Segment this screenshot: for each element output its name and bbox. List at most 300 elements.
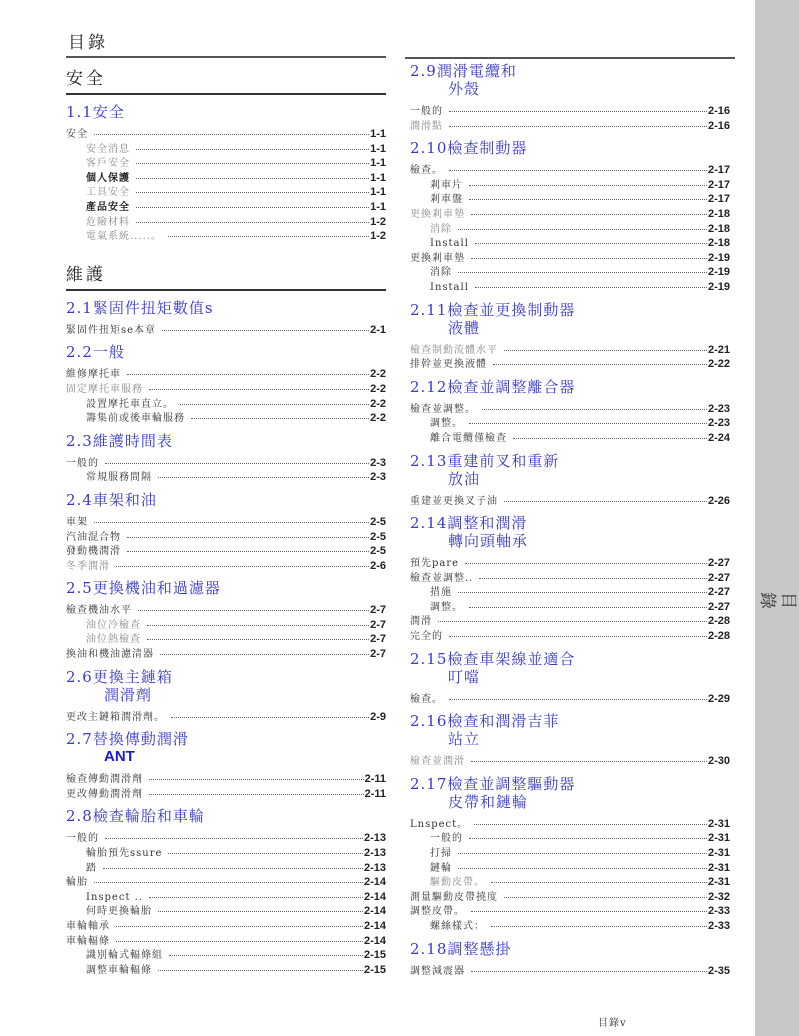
toc-page-number: 2-13 bbox=[363, 861, 386, 874]
toc-page-number: 2-14 bbox=[363, 934, 386, 947]
toc-entry[interactable] bbox=[410, 494, 730, 509]
dot-leader bbox=[465, 562, 707, 564]
section-title-line1: 2.9潤滑電纜和 bbox=[410, 62, 517, 80]
toc-entry[interactable] bbox=[410, 571, 730, 586]
toc-page-number: 2-18 bbox=[707, 222, 730, 235]
section-title-line1: 2.8檢查輪胎和車輪 bbox=[66, 807, 205, 826]
toc-entry[interactable] bbox=[410, 119, 730, 134]
section-title-line1: 2.1緊固件扭矩數值s bbox=[66, 298, 214, 317]
toc-page-number: 2-14 bbox=[363, 876, 386, 889]
toc-entry[interactable] bbox=[66, 948, 386, 963]
dot-leader bbox=[149, 388, 369, 390]
toc-entry-label: 何時更換輪胎 bbox=[86, 906, 152, 918]
section-title-link[interactable] bbox=[410, 712, 730, 748]
section-title-link[interactable] bbox=[66, 432, 386, 450]
dot-leader bbox=[471, 970, 707, 972]
toc-entry[interactable] bbox=[410, 280, 730, 295]
page-title: 目錄 bbox=[68, 33, 108, 53]
dot-leader bbox=[136, 162, 369, 164]
toc-entry-label: 輪胎預先ssure bbox=[86, 848, 163, 860]
section-title-link[interactable] bbox=[66, 730, 386, 766]
dot-leader bbox=[105, 837, 363, 839]
section-title-link[interactable] bbox=[410, 452, 730, 488]
dot-leader bbox=[449, 169, 707, 171]
toc-section bbox=[66, 579, 386, 661]
toc-entry-list bbox=[66, 367, 386, 425]
toc-entry-label: 調整。 bbox=[430, 418, 463, 430]
toc-entry-list bbox=[66, 831, 386, 977]
section-title-link[interactable] bbox=[66, 491, 386, 509]
toc-entry[interactable] bbox=[66, 530, 386, 545]
toc-entry[interactable] bbox=[66, 544, 386, 559]
toc-entry[interactable] bbox=[410, 265, 730, 280]
toc-entry[interactable] bbox=[66, 470, 386, 485]
toc-entry[interactable] bbox=[410, 556, 730, 571]
toc-entry-list bbox=[66, 603, 386, 661]
dot-leader bbox=[116, 925, 363, 927]
toc-page-number: 2-11 bbox=[364, 787, 386, 800]
dot-leader bbox=[479, 577, 707, 579]
toc-entry-label: 一般的 bbox=[410, 106, 443, 117]
toc-page-number: 2-2 bbox=[370, 382, 386, 395]
toc-page-number: 2-17 bbox=[707, 164, 730, 177]
toc-entry-label: 檢查並調整.. bbox=[410, 572, 474, 584]
toc-entry[interactable] bbox=[410, 222, 730, 237]
toc-entry-label: 剎車盤 bbox=[430, 194, 463, 206]
toc-entry[interactable] bbox=[66, 397, 386, 412]
toc-page-number: 2-27 bbox=[707, 586, 730, 599]
toc-entry[interactable] bbox=[66, 710, 386, 725]
toc-page-number: 2-1 bbox=[370, 323, 386, 336]
toc-entry-label: 個人保護 bbox=[86, 172, 130, 184]
toc-entry[interactable] bbox=[66, 200, 386, 215]
toc-entry[interactable] bbox=[66, 831, 386, 846]
toc-entry-label: 鏈輪 bbox=[430, 862, 452, 874]
dot-leader bbox=[493, 363, 707, 365]
section-title-line1: 2.15檢查車架線並適合 bbox=[410, 649, 576, 668]
dot-leader bbox=[116, 565, 369, 567]
major-heading: 安全 bbox=[66, 56, 386, 95]
toc-page-number: 2-5 bbox=[370, 545, 386, 558]
toc-page-number: 1-2 bbox=[370, 230, 386, 243]
dot-leader bbox=[504, 896, 707, 898]
dot-leader bbox=[482, 408, 707, 410]
section-title-line2: 放油 bbox=[448, 469, 481, 488]
toc-entry-label: 潤滑 bbox=[410, 616, 432, 628]
toc-page-number: 1-1 bbox=[370, 157, 386, 170]
dot-leader bbox=[158, 910, 363, 912]
dot-leader bbox=[94, 521, 369, 523]
toc-entry[interactable] bbox=[66, 846, 386, 861]
toc-page-number: 2-7 bbox=[370, 618, 386, 631]
toc-page-number: 2-7 bbox=[370, 648, 386, 661]
toc-entry-label: 籌集前或後車輪服務 bbox=[86, 413, 185, 425]
toc-page-number: 2-18 bbox=[707, 207, 730, 220]
toc-entry[interactable] bbox=[410, 431, 730, 446]
toc-entry-list bbox=[66, 515, 386, 573]
toc-page-number: 2-19 bbox=[707, 251, 730, 264]
dot-leader bbox=[469, 837, 707, 839]
toc-entry-list bbox=[410, 964, 730, 979]
toc-entry[interactable] bbox=[66, 772, 386, 787]
section-title-line1: 2.7替換傳動潤滑 bbox=[66, 730, 189, 749]
section-title-link[interactable] bbox=[410, 301, 730, 337]
toc-entry[interactable] bbox=[66, 919, 386, 934]
toc-entry[interactable] bbox=[66, 185, 386, 200]
dot-leader bbox=[149, 896, 363, 898]
toc-entry[interactable] bbox=[410, 357, 730, 372]
toc-entry-label: 油位冷檢查 bbox=[86, 619, 141, 631]
toc-section bbox=[66, 103, 386, 244]
toc-page-number: 2-30 bbox=[707, 755, 730, 768]
toc-page-number: 2-16 bbox=[707, 105, 730, 117]
toc-entry-label: Lnspect。 bbox=[410, 818, 469, 830]
toc-page-number: 2-3 bbox=[370, 456, 386, 469]
toc-page-number: 2-5 bbox=[370, 530, 386, 543]
toc-entry[interactable] bbox=[410, 402, 730, 417]
section-title-line2: 叮噹 bbox=[448, 667, 481, 686]
toc-page-number: 2-7 bbox=[370, 633, 386, 646]
toc-entry-label: 一般的 bbox=[430, 833, 463, 845]
section-title-line2: ANT bbox=[104, 748, 135, 766]
toc-entry-list bbox=[66, 710, 386, 725]
toc-entry[interactable] bbox=[410, 192, 730, 207]
toc-entry[interactable] bbox=[66, 515, 386, 530]
toc-entry-label: 設置摩托車直立。 bbox=[86, 398, 174, 410]
toc-page-number: 2-24 bbox=[707, 431, 730, 444]
dot-leader bbox=[191, 417, 369, 419]
section-title-line1: 2.17檢查並調整驅動器 bbox=[410, 774, 576, 793]
toc-entry-label: 油位熱檢查 bbox=[86, 634, 141, 646]
dot-leader bbox=[504, 500, 707, 502]
toc-entry[interactable] bbox=[66, 142, 386, 157]
dot-leader bbox=[94, 881, 363, 883]
toc-page-number: 2-23 bbox=[707, 417, 730, 430]
toc-entry-label: 危險材料 bbox=[86, 216, 130, 228]
toc-entry[interactable] bbox=[66, 787, 386, 802]
toc-entry-label: 一般的 bbox=[66, 833, 99, 845]
dot-leader bbox=[162, 329, 369, 331]
toc-entry[interactable] bbox=[66, 904, 386, 919]
toc-entry-list bbox=[410, 343, 730, 372]
toc-entry-label: 車輪軸承 bbox=[66, 921, 110, 932]
dot-leader bbox=[168, 852, 363, 854]
section-title-link[interactable] bbox=[410, 139, 730, 157]
dot-leader bbox=[458, 867, 707, 869]
toc-entry[interactable] bbox=[410, 585, 730, 600]
toc-entry[interactable] bbox=[410, 600, 730, 615]
toc-page-number: 1-1 bbox=[370, 171, 386, 184]
section-title-line1: 2.5更換機油和過濾器 bbox=[66, 579, 221, 598]
toc-entry-label: 更改主鏈箱潤滑劑。 bbox=[66, 711, 165, 723]
toc-entry[interactable] bbox=[410, 416, 730, 431]
toc-entry[interactable] bbox=[410, 163, 730, 178]
toc-entry[interactable] bbox=[410, 207, 730, 222]
toc-entry-label: 車輪輻條 bbox=[66, 935, 110, 947]
section-title-line1: 2.2一般 bbox=[66, 343, 125, 362]
toc-page-number: 2-31 bbox=[707, 817, 730, 830]
toc-entry-label: 安全消息 bbox=[86, 143, 130, 155]
toc-entry[interactable] bbox=[66, 647, 386, 662]
toc-entry[interactable] bbox=[66, 618, 386, 633]
toc-entry-label: 完全的 bbox=[410, 631, 443, 643]
toc-entry-list bbox=[410, 402, 730, 446]
toc-page-number: 2-21 bbox=[707, 343, 730, 356]
toc-entry-label: 消除 bbox=[430, 267, 452, 279]
dot-leader bbox=[469, 184, 707, 186]
toc-entry[interactable] bbox=[410, 861, 730, 876]
toc-entry[interactable] bbox=[410, 904, 730, 919]
toc-entry[interactable] bbox=[410, 614, 730, 629]
dot-leader bbox=[474, 823, 707, 825]
section-title-line2: 轉向頭軸承 bbox=[448, 532, 529, 551]
toc-entry-label: 更改傳動潤滑劑 bbox=[66, 788, 143, 800]
toc-entry[interactable] bbox=[66, 456, 386, 471]
section-title-link[interactable] bbox=[66, 343, 386, 361]
toc-entry[interactable] bbox=[66, 963, 386, 978]
toc-entry-list bbox=[410, 556, 730, 644]
section-title-line1: 2.3維護時間表 bbox=[66, 431, 173, 450]
toc-entry-label: 檢查制動流體水平 bbox=[410, 344, 498, 356]
toc-entry[interactable] bbox=[410, 251, 730, 266]
toc-entry-label: 更換剎車墊 bbox=[410, 252, 465, 264]
section-title-link[interactable] bbox=[66, 579, 386, 597]
toc-entry[interactable] bbox=[66, 367, 386, 382]
toc-entry-label: 檢查並調整。 bbox=[410, 403, 476, 415]
toc-section bbox=[66, 730, 386, 801]
toc-entry-label: 產品安全 bbox=[86, 201, 130, 213]
toc-entry-label: 預先pare bbox=[410, 558, 460, 570]
toc-entry-label: 維修摩托車 bbox=[66, 369, 121, 381]
section-title-line1: 2.13重建前叉和重新 bbox=[410, 451, 560, 470]
toc-entry[interactable] bbox=[66, 632, 386, 647]
dot-leader bbox=[491, 881, 707, 883]
toc-page-number: 2-29 bbox=[707, 692, 730, 705]
section-title-line1: 2.11檢查並更換制動器 bbox=[410, 300, 576, 319]
toc-entry[interactable] bbox=[410, 831, 730, 846]
toc-entry[interactable] bbox=[410, 629, 730, 644]
toc-entry-label: 一般的 bbox=[66, 457, 99, 469]
section-title-line1: 2.6更換主鏈箱 bbox=[66, 667, 173, 686]
toc-entry[interactable] bbox=[66, 934, 386, 949]
toc-page-number: 1-1 bbox=[370, 186, 386, 199]
toc-page-number: 2-31 bbox=[707, 832, 730, 845]
toc-entry[interactable] bbox=[410, 343, 730, 358]
toc-entry[interactable] bbox=[410, 178, 730, 193]
toc-entry-label: 安全 bbox=[66, 129, 88, 140]
section-title-line1: 2.12檢查並調整離合器 bbox=[410, 377, 576, 396]
toc-entry-list bbox=[410, 754, 730, 769]
toc-entry-label: 措施 bbox=[430, 587, 452, 599]
toc-section bbox=[66, 343, 386, 425]
toc-entry-label: 檢查並潤滑 bbox=[410, 756, 465, 768]
toc-entry-label: 更換剎車墊 bbox=[410, 208, 465, 220]
toc-page-number: 2-9 bbox=[370, 710, 386, 723]
dot-leader bbox=[147, 624, 369, 626]
dot-leader bbox=[471, 213, 707, 215]
toc-entry-label: 識別輪式輻條組 bbox=[86, 950, 163, 962]
toc-page-number: 2-27 bbox=[707, 571, 730, 584]
dot-leader bbox=[136, 177, 369, 179]
toc-section bbox=[410, 514, 730, 644]
major-heading: 維護 bbox=[66, 254, 386, 291]
toc-entry[interactable] bbox=[66, 171, 386, 186]
toc-page-number: 2-32 bbox=[707, 890, 730, 903]
toc-entry-list bbox=[410, 817, 730, 934]
dot-leader bbox=[136, 206, 369, 208]
dot-leader bbox=[116, 940, 363, 942]
section-title-link[interactable] bbox=[410, 940, 730, 958]
toc-page-number: 2-13 bbox=[363, 847, 386, 860]
section-title-link[interactable] bbox=[410, 514, 730, 550]
toc-page-number: 2-19 bbox=[707, 280, 730, 293]
section-title-link[interactable] bbox=[66, 299, 386, 317]
toc-entry[interactable] bbox=[410, 890, 730, 905]
dot-leader bbox=[158, 969, 363, 971]
toc-entry[interactable] bbox=[410, 875, 730, 890]
toc-section bbox=[410, 452, 730, 509]
toc-section bbox=[410, 940, 730, 979]
section-title-link[interactable] bbox=[66, 103, 386, 121]
dot-leader bbox=[458, 591, 707, 593]
toc-entry-list bbox=[66, 456, 386, 485]
toc-entry-label: 工具安全 bbox=[86, 187, 130, 199]
toc-entry-label: 常規服務間隔 bbox=[86, 472, 152, 484]
section-title-line1: 1.1安全 bbox=[66, 103, 125, 121]
dot-leader bbox=[127, 536, 369, 538]
toc-page-number: 2-33 bbox=[707, 905, 730, 918]
dot-leader bbox=[458, 228, 707, 230]
toc-entry[interactable] bbox=[410, 964, 730, 979]
dot-leader bbox=[149, 778, 364, 780]
toc-entry[interactable] bbox=[66, 382, 386, 397]
toc-entry[interactable] bbox=[66, 156, 386, 171]
toc-page-number: 2-2 bbox=[370, 368, 386, 381]
toc-page-number: 2-28 bbox=[707, 615, 730, 628]
section-title-line1: 2.18調整懸掛 bbox=[410, 939, 512, 958]
toc-page-number: 2-31 bbox=[707, 847, 730, 860]
toc-page-number: 1-2 bbox=[370, 215, 386, 228]
toc-page-number: 2-31 bbox=[707, 861, 730, 874]
toc-entry-label: 電氣系統.....。 bbox=[86, 231, 162, 243]
dot-leader bbox=[449, 698, 707, 700]
dot-leader bbox=[471, 257, 707, 259]
toc-entry[interactable] bbox=[66, 875, 386, 890]
dot-leader bbox=[469, 422, 707, 424]
toc-page-number: 2-14 bbox=[363, 890, 386, 903]
toc-section bbox=[410, 775, 730, 934]
toc-entry-label: 固定摩托車服務 bbox=[66, 383, 143, 395]
dot-leader bbox=[458, 852, 707, 854]
toc-page-number: 2-7 bbox=[370, 604, 386, 617]
toc-page-number: 2-33 bbox=[707, 920, 730, 932]
section-title-link[interactable] bbox=[410, 650, 730, 686]
toc-page-number: 2-18 bbox=[707, 237, 730, 250]
toc-entry-label: 驅動皮帶。 bbox=[430, 877, 485, 889]
toc-section bbox=[410, 62, 730, 133]
toc-page-number: 2-5 bbox=[370, 515, 386, 528]
toc-entry[interactable] bbox=[66, 861, 386, 876]
toc-entry-label: 潤滑點 bbox=[410, 120, 443, 132]
section-title-link[interactable] bbox=[410, 775, 730, 811]
section-title-line2: 站立 bbox=[448, 730, 481, 749]
toc-entry[interactable] bbox=[66, 603, 386, 618]
toc-page-number: 2-15 bbox=[363, 949, 386, 962]
toc-entry[interactable] bbox=[66, 411, 386, 426]
section-title-link[interactable] bbox=[66, 807, 386, 825]
toc-entry-label: 離合電纜僅檢查 bbox=[430, 432, 507, 444]
section-title-line1: 2.16檢查和潤滑吉菲 bbox=[410, 712, 560, 731]
chapter-side-tab bbox=[755, 0, 799, 1036]
toc-entry-label: 檢查傳動潤滑劑 bbox=[66, 774, 143, 786]
toc-entry-list bbox=[66, 323, 386, 338]
toc-entry-label: 調整。 bbox=[430, 601, 463, 613]
toc-entry-label: 冬季潤滑 bbox=[66, 560, 110, 572]
dot-leader bbox=[475, 242, 707, 244]
toc-section bbox=[66, 668, 386, 725]
dot-leader bbox=[449, 635, 707, 637]
toc-page-number: 2-11 bbox=[364, 773, 386, 786]
dot-leader bbox=[147, 638, 369, 640]
toc-section bbox=[66, 491, 386, 573]
dot-leader bbox=[475, 286, 707, 288]
section-title-line2: 潤滑劑 bbox=[104, 685, 153, 704]
toc-entry[interactable] bbox=[410, 919, 730, 934]
toc-section bbox=[66, 299, 386, 338]
toc-entry-label: 發動機潤滑 bbox=[66, 546, 121, 558]
dot-leader bbox=[127, 550, 369, 552]
toc-section bbox=[410, 301, 730, 372]
toc-section bbox=[410, 139, 730, 294]
section-title-line1: 2.14調整和潤滑 bbox=[410, 514, 528, 533]
toc-entry[interactable] bbox=[66, 229, 386, 244]
toc-entry-label: 檢查機油水平 bbox=[66, 605, 132, 617]
dot-leader bbox=[94, 133, 369, 135]
section-title-link[interactable] bbox=[410, 62, 730, 98]
section-title-line1: 2.4車架和油 bbox=[66, 490, 157, 509]
toc-page-number: 2-35 bbox=[707, 964, 730, 977]
toc-entry-label: 調整皮帶。 bbox=[410, 906, 465, 918]
dot-leader bbox=[469, 606, 707, 608]
toc-entry[interactable] bbox=[410, 104, 730, 119]
toc-entry[interactable] bbox=[410, 817, 730, 832]
toc-page-number: 2-16 bbox=[707, 119, 730, 132]
dot-leader bbox=[438, 620, 707, 622]
toc-entry-label: 調整車輪輻條 bbox=[86, 964, 152, 976]
toc-entry-label: 消除 bbox=[430, 223, 452, 235]
toc-entry[interactable] bbox=[410, 754, 730, 769]
dot-leader bbox=[469, 198, 707, 200]
toc-entry[interactable] bbox=[66, 323, 386, 338]
toc-entry[interactable] bbox=[410, 236, 730, 251]
section-title-link[interactable] bbox=[410, 378, 730, 396]
section-title-link[interactable] bbox=[66, 668, 386, 704]
dot-leader bbox=[149, 793, 364, 795]
toc-section bbox=[66, 432, 386, 485]
toc-section bbox=[66, 807, 386, 977]
toc-entry[interactable] bbox=[66, 215, 386, 230]
toc-entry[interactable] bbox=[66, 890, 386, 905]
side-tab-label: 目錄 bbox=[756, 588, 798, 608]
toc-page-number: 2-17 bbox=[707, 178, 730, 191]
toc-entry[interactable] bbox=[410, 692, 730, 707]
toc-entry[interactable] bbox=[410, 846, 730, 861]
toc-entry[interactable] bbox=[66, 559, 386, 574]
section-title-line2: 外殼 bbox=[448, 80, 481, 98]
toc-entry[interactable] bbox=[66, 127, 386, 142]
toc-entry-list bbox=[410, 104, 730, 133]
toc-page-number: 2-27 bbox=[707, 557, 730, 570]
